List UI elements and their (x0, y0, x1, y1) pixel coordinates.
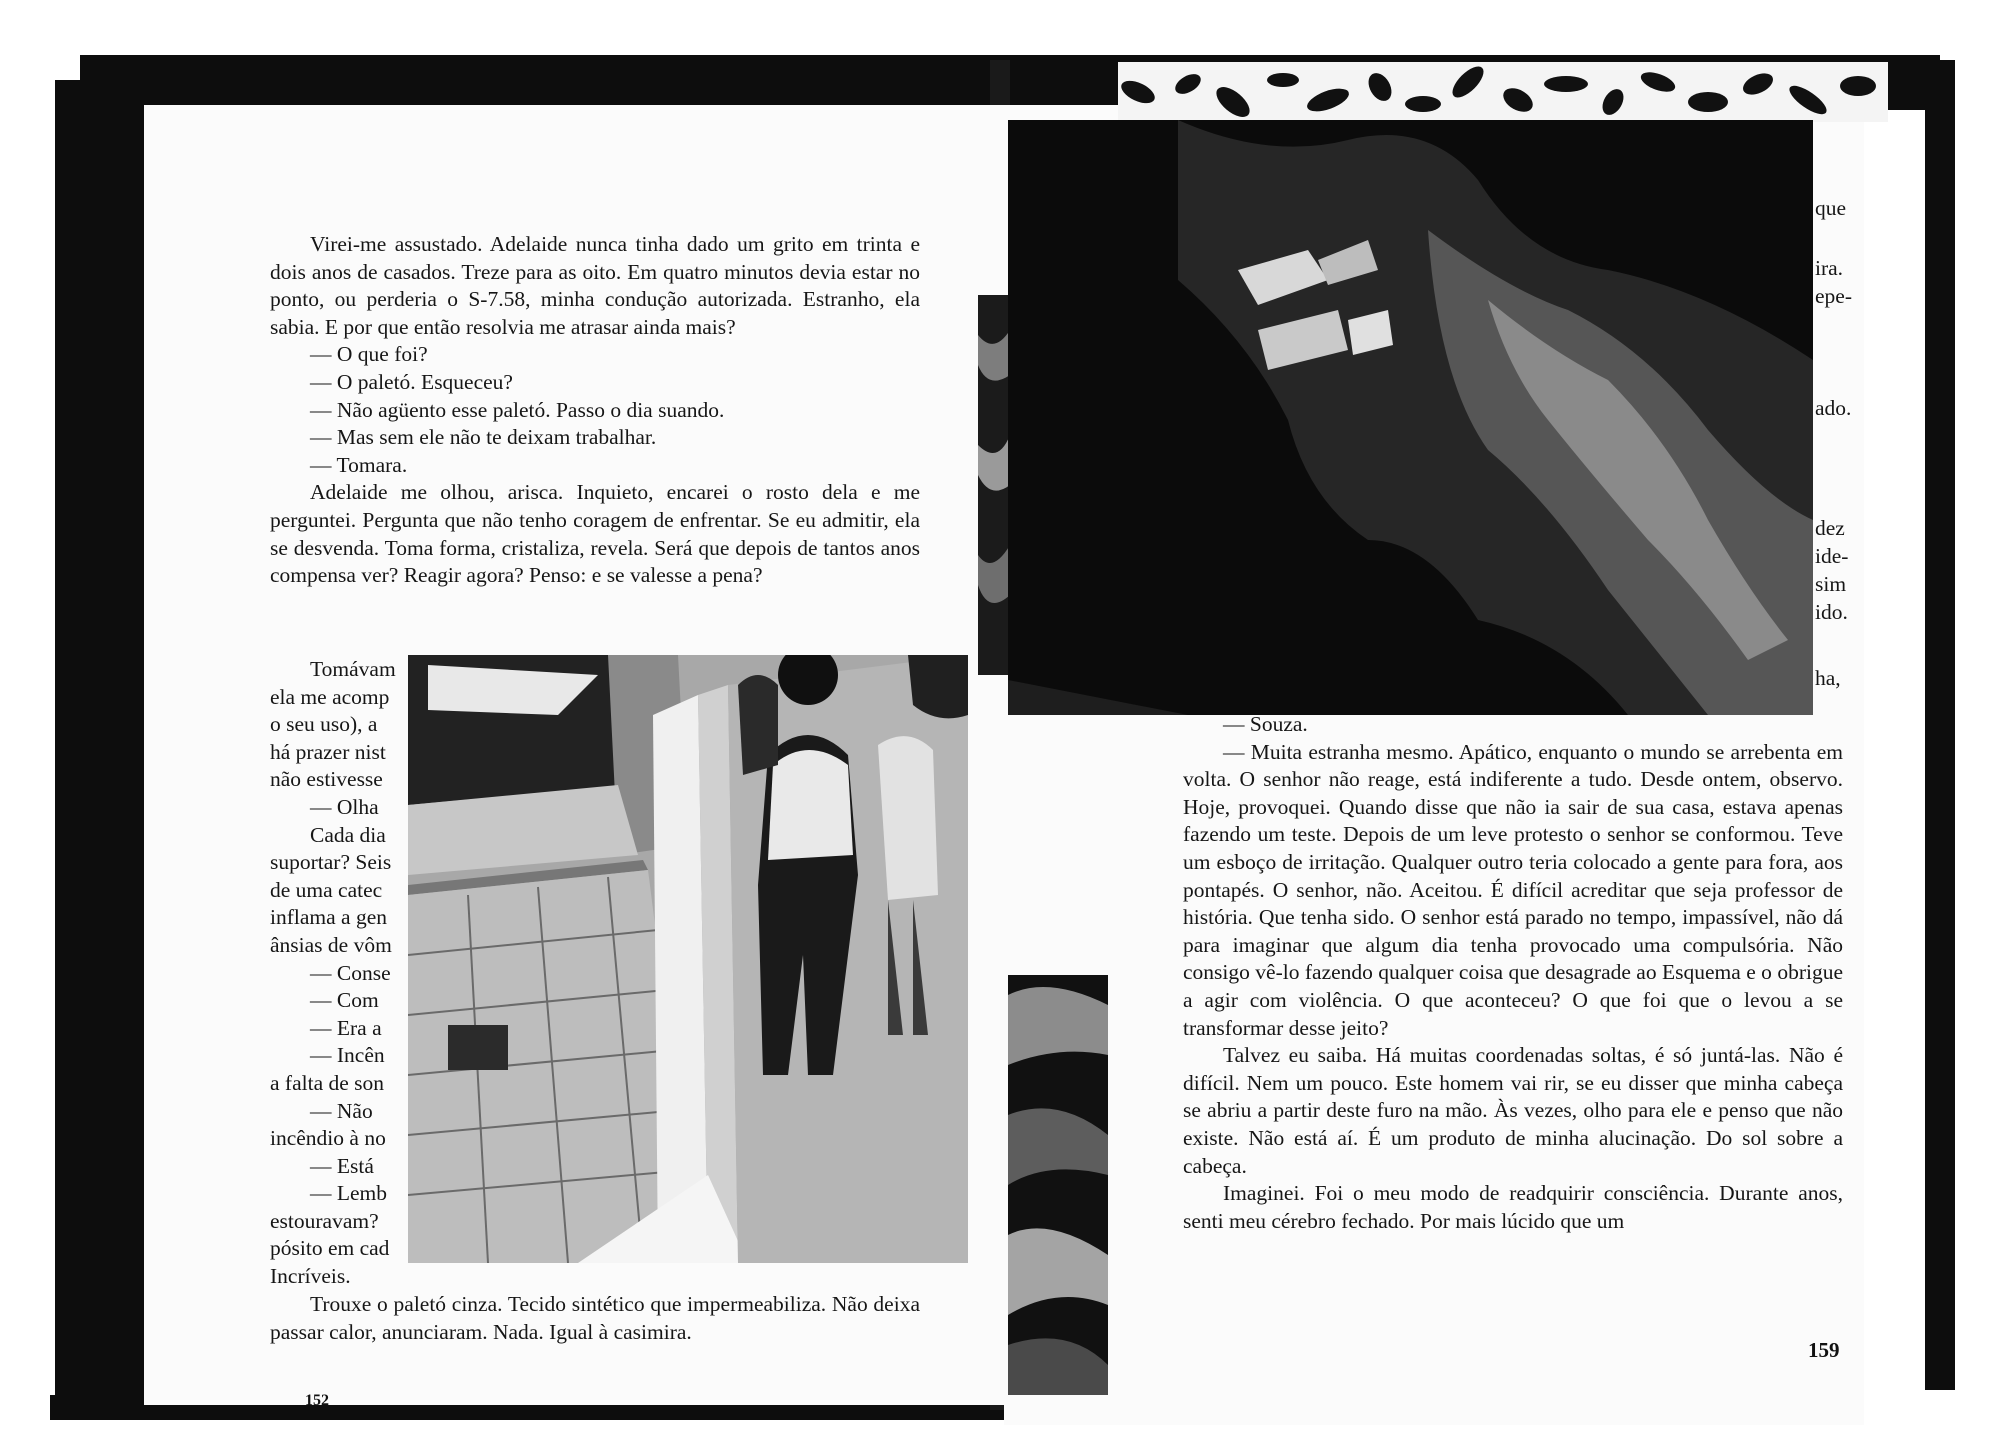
text-fragment: estouravam? (270, 1208, 379, 1233)
left-page-fragments (270, 656, 410, 1291)
dialogue-line: — O paletó. Esqueceu? (310, 369, 513, 394)
text-fragment: — Lemb (310, 1181, 388, 1206)
paragraph: Virei-me assustado. Adelaide nunca tinha dado um grito em trinta e dois anos de casados. Treze para as oito. Em quatro minutos devia estar no ponto, ou perderia o S-7.58, minha condução autorizada. Estranho, ela sabia. E por que então resolvia me atrasar ainda mais? (270, 232, 920, 339)
text-fragment: — Com (310, 988, 379, 1013)
left-page-bottom-text (270, 1291, 920, 1346)
text-fragment: incêndio à no (270, 1126, 386, 1151)
text-fragment: ado. (1815, 396, 1852, 420)
text-fragment: Cada dia (310, 822, 386, 847)
text-fragment: dez (1815, 516, 1845, 540)
text-fragment: pósito em cad (270, 1236, 390, 1261)
right-page-text (1183, 711, 1843, 1235)
left-page-text (270, 231, 920, 590)
text-fragment: — Era a (310, 1015, 382, 1040)
paragraph: — Muita estranha mesmo. Apático, enquanto o mundo se arrebenta em volta. O senhor não reage, está indiferente a tudo. Desde ontem, observo. Hoje, provoquei. Quando disse que não ia sair de sua casa, estava apenas fazendo um teste. Depois de um leve protesto o senhor se conformou. Teve um esboço de irritação. Qualquer outro teria colocado a gente para fora, aos pontapés. O senhor, não. Aceitou. É difícil acreditar que seja professor de história. Que tenha sido. O senhor está parado no tempo, impassível, não dá para imaginar que algum dia tenha provocado uma compulsória. Não consigo vê-lo fazendo qualquer coisa que desagrade ao Esquema e o obrigue a agir com violência. O que aconteceu? O que foi que o levou a se transformar desse jeito? (1183, 739, 1843, 1040)
dialogue-line: — O que foi? (310, 342, 428, 367)
paragraph: Talvez eu saiba. Há muitas coordenadas soltas, é só juntá-las. Não é difícil. Nem um pouco. Este homem vai rir, se eu disser que minha cabeça se abriu a partir deste furo na mão. Às vezes, olho para ele e penso que não existe. Não está aí. É um produto de minha alucinação. Do sol sobre a cabeça. (1183, 1043, 1843, 1178)
text-fragment: há prazer nist (270, 739, 386, 764)
dialogue-line: — Não agüento esse paletó. Passo o dia suando. (310, 397, 725, 422)
plaza-people-photo (408, 655, 968, 1263)
gutter-photo-strip (978, 295, 1010, 675)
text-fragment: o seu uso), a (270, 712, 378, 737)
text-fragment: inflama a gen (270, 905, 388, 930)
dialogue-line: — Tomara. (310, 452, 408, 477)
text-fragment: ido. (1815, 600, 1848, 624)
leopard-pattern-band (1118, 62, 1888, 122)
top-left-strip (80, 55, 1000, 105)
text-fragment: ha, (1815, 666, 1841, 690)
text-fragment: — Olha (310, 794, 379, 819)
dialogue-line: — Souza. (1223, 712, 1308, 736)
text-fragment: ânsias de vôm (270, 932, 392, 957)
text-fragment: de uma catec (270, 877, 383, 902)
text-fragment: — Conse (310, 960, 391, 985)
text-fragment: Tomávam (310, 657, 396, 681)
rock-strip-photo (1008, 975, 1108, 1395)
text-fragment: — Está (310, 1153, 374, 1178)
text-fragment: — Não (310, 1098, 373, 1123)
text-fragment: a falta de son (270, 1070, 385, 1095)
text-fragment: Incríveis. (270, 1264, 351, 1289)
paragraph: Trouxe o paletó cinza. Tecido sintético que impermeabiliza. Não deixa passar calor, anunciaram. Nada. Igual à casimira. (270, 1292, 920, 1344)
text-fragment: sim (1815, 572, 1847, 596)
text-fragment: ira. (1815, 256, 1844, 280)
landslide-photo (1008, 120, 1813, 715)
text-fragment: ide- (1815, 544, 1849, 568)
text-fragment: epe- (1815, 284, 1852, 308)
text-fragment: que (1815, 196, 1847, 220)
left-binding-strip (55, 80, 145, 1410)
text-fragment: suportar? Seis (270, 850, 392, 875)
right-page-number: 159 (1808, 1338, 1840, 1362)
paragraph: Imaginei. Foi o meu modo de readquirir consciência. Durante anos, senti meu cérebro fechado. Por mais lúcido que um (1183, 1181, 1843, 1233)
paragraph: Adelaide me olhou, arisca. Inquieto, encarei o rosto dela e me perguntei. Pergunta que não tenho coragem de enfrentar. Se eu admitir, ela se desvenda. Toma forma, cristaliza, revela. Será que depois de tantos anos compensa ver? Reagir agora? Penso: e se valesse a pena? (270, 480, 920, 588)
text-fragment: ela me acomp (270, 684, 390, 709)
text-fragment: — Incên (310, 1043, 385, 1068)
text-fragment: não estivesse (270, 767, 383, 792)
dialogue-line: — Mas sem ele não te deixam trabalhar. (310, 425, 657, 450)
right-edge-strip (1925, 60, 1955, 1390)
left-page-number: 152 (305, 1392, 329, 1409)
